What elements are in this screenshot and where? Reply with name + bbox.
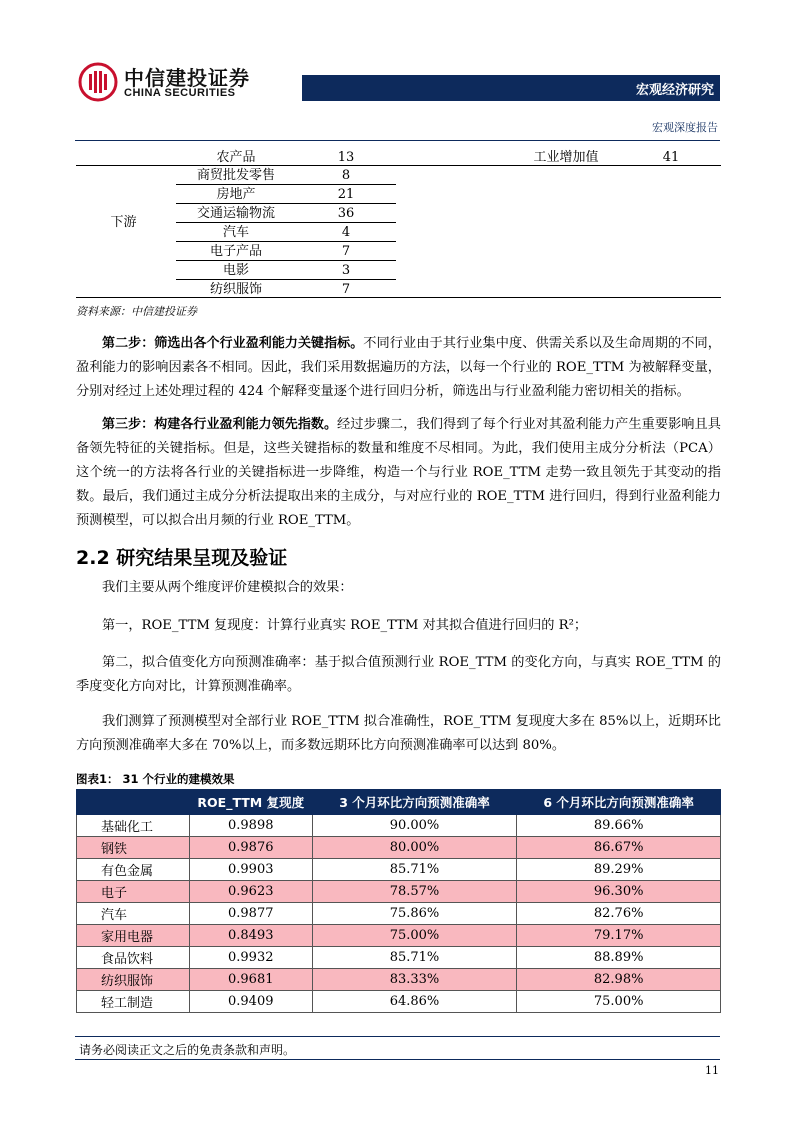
column-header	[77, 790, 190, 815]
figure-title: 图表1： 31 个行业的建模效果	[76, 772, 235, 786]
table-row	[77, 815, 721, 837]
step2-text: 不同行业由于其行业集中度、供需关系以及生命周期的不同，盈利能力的影响因素各不相同。因此，我们采用数据遍历的方法，以每一个行业的 ROE_TTM 为被解释变量，分别对经过上述处理过程的 424 个解释变量逐个进行回归分析，筛选出与行业盈利能力密切相关的指标。	[76, 336, 721, 399]
report-type: 宏观深度报告	[652, 121, 718, 134]
table-cell-6m: 82.98%	[517, 969, 721, 991]
table-rule	[76, 165, 721, 166]
table-cell-industry: 食品饮料	[77, 947, 190, 969]
table-cell-roe: 0.9623	[189, 881, 312, 903]
table-cell-industry: 交通运输物流	[196, 206, 275, 221]
table-cell-value: 36	[337, 206, 355, 221]
table-cell-industry: 钢铁	[77, 837, 190, 859]
table-cell-3m: 80.00%	[312, 837, 517, 859]
table-cell-3m: 75.00%	[312, 925, 517, 947]
table-row	[77, 859, 721, 881]
table-row	[77, 991, 721, 1013]
step3-paragraph	[76, 413, 721, 533]
table-cell-3m: 85.71%	[312, 859, 517, 881]
table-cell-industry: 家用电器	[77, 925, 190, 947]
table-cell-3m: 64.86%	[312, 991, 517, 1013]
table-cell-value: 21	[337, 187, 355, 202]
table-cell-3m: 78.57%	[312, 881, 517, 903]
footer-divider	[75, 1059, 720, 1060]
body-paragraph: 第一，ROE_TTM 复现度：计算行业真实 ROE_TTM 对其拟合值进行回归的 R²；	[102, 618, 588, 633]
table-cell-industry: 房地产	[216, 187, 256, 202]
china-securities-logo-icon	[78, 62, 118, 102]
table-cell-6m: 89.66%	[517, 815, 721, 837]
table-cell-value: 7	[341, 282, 351, 297]
table-cell-6m: 79.17%	[517, 925, 721, 947]
table-cell-roe: 0.9409	[189, 991, 312, 1013]
table-cell-6m: 88.89%	[517, 947, 721, 969]
table-row	[77, 837, 721, 859]
body-paragraph: 第二，拟合值变化方向预测准确率：基于拟合值预测行业 ROE_TTM 的变化方向，与真实 ROE_TTM 的季度变化方向对比，计算预测准确率。	[76, 655, 721, 694]
header-bar	[302, 75, 720, 101]
table-cell-industry: 汽车	[222, 225, 249, 240]
modeling-results-table	[76, 789, 721, 1013]
table-row	[77, 903, 721, 925]
table-cell-roe: 0.9932	[189, 947, 312, 969]
table-cell-value: 4	[341, 225, 351, 240]
table-row	[77, 925, 721, 947]
industry-indicator-table	[76, 146, 721, 298]
table-cell-value: 8	[341, 168, 351, 183]
table-row	[77, 947, 721, 969]
table-cell-roe: 0.9903	[189, 859, 312, 881]
table-cell-roe: 0.8493	[189, 925, 312, 947]
table-cell-industry: 有色金属	[77, 859, 190, 881]
column-header: ROE_TTM 复现度	[189, 790, 312, 815]
table-cell-value: 3	[341, 263, 351, 278]
table-cell-6m: 82.76%	[517, 903, 721, 925]
table-cell-6m: 75.00%	[517, 991, 721, 1013]
table-cell-industry: 纺织服饰	[209, 282, 262, 297]
disclaimer-note: 请务必阅读正文之后的免责条款和声明。	[79, 1043, 296, 1057]
table-cell-industry: 电子产品	[209, 244, 262, 259]
table-cell-6m: 86.67%	[517, 837, 721, 859]
table-row	[77, 969, 721, 991]
table-cell-right-label: 工业增加值	[533, 150, 599, 165]
page-number: 11	[705, 1064, 719, 1077]
step3-title: 第三步：构建各行业盈利能力领先指数。	[102, 417, 337, 432]
table-cell-roe: 0.9876	[189, 837, 312, 859]
column-header: 6 个月环比方向预测准确率	[517, 790, 721, 815]
table-cell-industry: 基础化工	[77, 815, 190, 837]
table-cell-roe: 0.9681	[189, 969, 312, 991]
header-divider	[75, 140, 720, 141]
footer-divider	[75, 1036, 720, 1037]
table-cell-right-value: 41	[662, 150, 680, 165]
body-paragraph: 我们测算了预测模型对全部行业 ROE_TTM 拟合准确性，ROE_TTM 复现度大多在 85%以上，近期环比方向预测准确率大多在 70%以上，而多数远期环比方向预测准确率可以达到 80%。	[76, 714, 721, 753]
table-cell-industry: 电影	[222, 263, 249, 278]
table-cell-6m: 89.29%	[517, 859, 721, 881]
step3-text: 经过步骤二，我们得到了每个行业对其盈利能力产生重要影响且具备领先特征的关键指标。但是，这些关键指标的数量和维度不尽相同。为此，我们使用主成分分析法（PCA）这个统一的方法将各行业的关键指标进一步降维，构造一个与行业 ROE_TTM 走势一致且领先于其变动的指数。最后，我们通过主成分分析法提取出来的主成分，与对应行业的 ROE_TTM 进行回归，得到行业盈利能力预测模型，可以拟合出月频的行业 ROE_TTM。	[76, 417, 721, 528]
table-group-label: 下游	[110, 215, 137, 230]
table-row	[77, 881, 721, 903]
table-cell-3m: 85.71%	[312, 947, 517, 969]
brand-name-en: CHINA SECURITIES	[124, 87, 236, 99]
table-cell-3m: 90.00%	[312, 815, 517, 837]
table-cell-industry: 纺织服饰	[77, 969, 190, 991]
table-bottom-rule	[76, 297, 721, 298]
table-cell-industry: 商贸批发零售	[196, 168, 275, 183]
column-header: 3 个月环比方向预测准确率	[312, 790, 517, 815]
brand-name-cn: 中信建投证券	[124, 66, 250, 90]
table-cell-industry: 轻工制造	[77, 991, 190, 1013]
table-cell-industry: 汽车	[77, 903, 190, 925]
table-cell-industry: 电子	[77, 881, 190, 903]
table-cell-3m: 83.33%	[312, 969, 517, 991]
step2-title: 第二步：筛选出各个行业盈利能力关键指标。	[102, 336, 364, 351]
table-cell-roe: 0.9877	[189, 903, 312, 925]
table-cell-value: 7	[341, 244, 351, 259]
section-heading: 2.2 研究结果呈现及验证	[76, 547, 288, 569]
table-cell-3m: 75.86%	[312, 903, 517, 925]
table-cell-6m: 96.30%	[517, 881, 721, 903]
section-title: 宏观经济研究	[635, 83, 714, 98]
table-cell-roe: 0.9898	[189, 815, 312, 837]
table-header-row	[77, 790, 721, 815]
table-cell-value: 13	[337, 150, 355, 165]
table-cell-industry: 农产品	[216, 150, 256, 165]
step2-paragraph	[76, 332, 721, 404]
source-note: 资料来源：中信建投证券	[76, 305, 197, 318]
body-paragraph: 我们主要从两个维度评价建模拟合的效果：	[102, 580, 353, 595]
